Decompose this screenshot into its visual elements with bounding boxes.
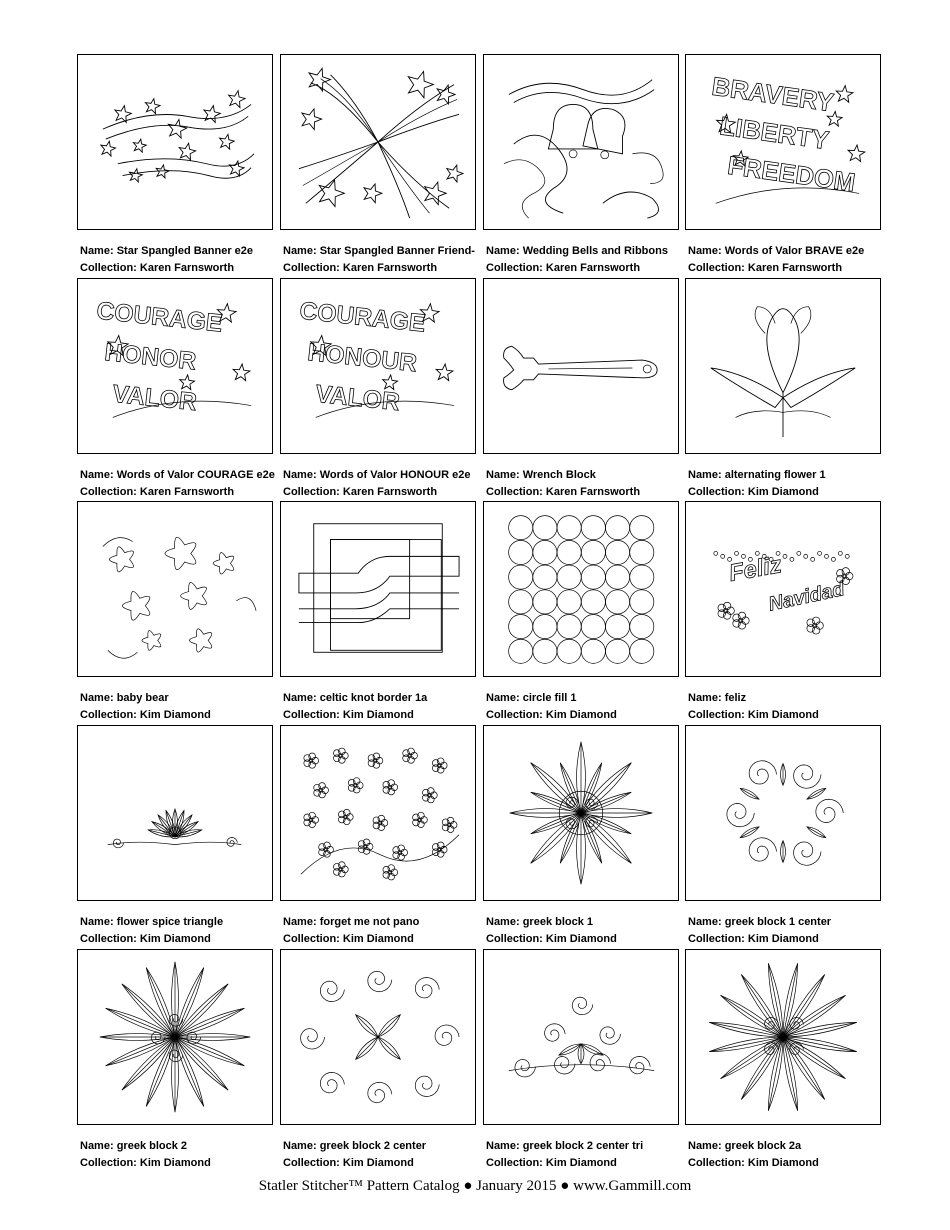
circle-grid-icon — [484, 502, 678, 676]
celtic-knot-icon — [281, 502, 475, 676]
pattern-name-line: Name: celtic knot border 1a — [283, 692, 428, 704]
pattern-name: alternating flower 1 — [724, 469, 826, 481]
pattern-name-line: Name: greek block 1 center — [688, 916, 832, 928]
flower-triangle-icon — [78, 726, 272, 900]
pattern-collection: Karen Farnsworth — [342, 262, 438, 274]
pattern-collection-line: Collection: Karen Farnsworth — [486, 486, 641, 498]
pattern-collection: Kim Diamond — [747, 709, 819, 721]
pattern-collection-line: Collection: Kim Diamond — [80, 933, 211, 945]
words-honour-icon — [281, 279, 475, 453]
pattern-name: Star Spangled Banner Friend- — [319, 245, 475, 257]
pattern-name: circle fill 1 — [522, 692, 577, 704]
pattern-collection: Kim Diamond — [545, 933, 617, 945]
wrench-icon — [484, 279, 678, 453]
pattern-tile[interactable] — [77, 725, 273, 901]
pattern-collection: Karen Farnsworth — [747, 262, 843, 274]
pattern-caption — [486, 1138, 686, 1172]
pattern-collection: Kim Diamond — [139, 709, 211, 721]
greek-leaf-block-icon — [78, 950, 272, 1124]
pattern-collection: Kim Diamond — [342, 933, 414, 945]
pattern-caption — [283, 467, 483, 501]
pattern-name-line: Name: forget me not pano — [283, 916, 420, 928]
svg-text:COURAGE: COURAGE — [298, 297, 427, 338]
pattern-name: Words of Valor COURAGE e2e — [116, 469, 275, 481]
pattern-collection: Karen Farnsworth — [139, 262, 235, 274]
pattern-collection-line: Collection: Kim Diamond — [486, 709, 617, 721]
pattern-name-line: Name: feliz — [688, 692, 747, 704]
pattern-collection: Karen Farnsworth — [342, 486, 438, 498]
pattern-name: flower spice triangle — [116, 916, 224, 928]
pattern-name-line: Name: greek block 2 — [80, 1140, 188, 1152]
pattern-tile[interactable] — [483, 54, 679, 230]
pattern-collection-line: Collection: Kim Diamond — [688, 486, 819, 498]
pattern-caption — [688, 1138, 888, 1172]
pattern-collection-line: Collection: Kim Diamond — [486, 1157, 617, 1169]
pattern-name-line: Name: greek block 2a — [688, 1140, 802, 1152]
pattern-collection-line: Collection: Kim Diamond — [283, 709, 414, 721]
svg-text:Feliz: Feliz — [727, 552, 784, 587]
pattern-name: Words of Valor BRAVE e2e — [724, 245, 865, 257]
greek-scroll-ring-icon — [686, 726, 880, 900]
pattern-name: baby bear — [116, 692, 169, 704]
svg-text:BRAVERY: BRAVERY — [709, 72, 836, 118]
words-brave-icon — [686, 55, 880, 229]
pattern-tile[interactable] — [483, 949, 679, 1125]
pattern-name: greek block 1 — [522, 916, 594, 928]
pattern-caption — [486, 243, 686, 277]
pattern-collection-line: Collection: Kim Diamond — [283, 1157, 414, 1169]
pattern-collection: Kim Diamond — [342, 1157, 414, 1169]
pattern-tile[interactable] — [280, 949, 476, 1125]
pattern-collection-line: Collection: Karen Farnsworth — [80, 262, 235, 274]
catalog-footer: Statler Stitcher™ Pattern Catalog ● January 2015 ● www.Gammill.com — [258, 1178, 692, 1194]
pattern-collection: Kim Diamond — [747, 933, 819, 945]
forget-me-not-icon — [281, 726, 475, 900]
pattern-name-line: Name: baby bear — [80, 692, 169, 704]
pattern-collection: Kim Diamond — [747, 486, 819, 498]
pattern-tile[interactable] — [483, 278, 679, 454]
baby-bear-icon — [78, 502, 272, 676]
pattern-name: greek block 2 — [116, 1140, 188, 1152]
pattern-name-line: Name: flower spice triangle — [80, 916, 224, 928]
pattern-name-line: Name: circle fill 1 — [486, 692, 577, 704]
pattern-name-line: Name: Words of Valor HONOUR e2e — [283, 469, 471, 481]
pattern-caption — [283, 690, 483, 724]
pattern-name: greek block 1 center — [724, 916, 832, 928]
pattern-caption — [80, 914, 280, 948]
pattern-name-line: Name: Wrench Block — [486, 469, 596, 481]
pattern-name: greek block 2 center — [319, 1140, 427, 1152]
pattern-caption — [80, 243, 280, 277]
pattern-name-line: Name: greek block 2 center tri — [486, 1140, 644, 1152]
pattern-collection-line: Collection: Karen Farnsworth — [688, 262, 843, 274]
pattern-name-line: Name: Words of Valor BRAVE e2e — [688, 245, 865, 257]
pattern-caption — [80, 690, 280, 724]
pattern-tile[interactable] — [280, 725, 476, 901]
svg-text:HONOR: HONOR — [103, 339, 198, 376]
star-pinwheel-icon — [281, 55, 475, 229]
pattern-collection-line: Collection: Karen Farnsworth — [283, 486, 438, 498]
pattern-tile[interactable] — [483, 501, 679, 677]
pattern-tile[interactable] — [685, 949, 881, 1125]
pattern-collection: Kim Diamond — [342, 709, 414, 721]
pattern-collection-line: Collection: Karen Farnsworth — [80, 486, 235, 498]
pattern-caption — [80, 1138, 280, 1172]
pattern-tile[interactable] — [280, 278, 476, 454]
pattern-collection-line: Collection: Kim Diamond — [80, 1157, 211, 1169]
pattern-name: greek block 2 center tri — [522, 1140, 644, 1152]
pattern-tile[interactable] — [77, 54, 273, 230]
feliz-icon — [686, 502, 880, 676]
pattern-name: Words of Valor HONOUR e2e — [319, 469, 471, 481]
pattern-caption — [688, 243, 888, 277]
pattern-name: Star Spangled Banner e2e — [116, 245, 254, 257]
pattern-caption — [283, 914, 483, 948]
svg-text:FREEDOM: FREEDOM — [725, 151, 857, 198]
greek-scroll-square-icon — [281, 950, 475, 1124]
pattern-name: celtic knot border 1a — [319, 692, 428, 704]
pattern-collection: Karen Farnsworth — [545, 262, 641, 274]
pattern-collection-line: Collection: Kim Diamond — [688, 1157, 819, 1169]
svg-text:VALOR: VALOR — [314, 380, 402, 417]
pattern-tile[interactable] — [280, 54, 476, 230]
pattern-collection-line: Collection: Kim Diamond — [486, 933, 617, 945]
pattern-name: Wrench Block — [522, 469, 596, 481]
pattern-tile[interactable] — [483, 725, 679, 901]
pattern-caption — [688, 914, 888, 948]
pattern-name: forget me not pano — [319, 916, 420, 928]
svg-text:HONOUR: HONOUR — [306, 339, 419, 378]
pattern-tile[interactable] — [280, 501, 476, 677]
pattern-collection: Karen Farnsworth — [139, 486, 235, 498]
pattern-name-line: Name: Words of Valor COURAGE e2e — [80, 469, 275, 481]
pattern-name: greek block 2a — [724, 1140, 802, 1152]
pattern-caption — [486, 690, 686, 724]
pattern-name-line: Name: Wedding Bells and Ribbons — [486, 245, 668, 257]
pattern-caption — [80, 467, 280, 501]
pattern-caption — [486, 467, 686, 501]
pattern-tile[interactable] — [77, 278, 273, 454]
pattern-caption — [688, 467, 888, 501]
wedding-bells-icon — [484, 55, 678, 229]
pattern-tile[interactable] — [77, 949, 273, 1125]
pattern-name-line: Name: greek block 1 — [486, 916, 594, 928]
pattern-collection: Kim Diamond — [139, 933, 211, 945]
greek-scroll-tri-icon — [484, 950, 678, 1124]
pattern-caption — [486, 914, 686, 948]
pattern-collection-line: Collection: Karen Farnsworth — [283, 262, 438, 274]
pattern-collection-line: Collection: Karen Farnsworth — [486, 262, 641, 274]
pattern-tile[interactable] — [685, 54, 881, 230]
pattern-name-line: Name: greek block 2 center — [283, 1140, 427, 1152]
pattern-name: feliz — [724, 692, 747, 704]
pattern-caption — [283, 243, 483, 277]
pattern-tile[interactable] — [685, 725, 881, 901]
pattern-collection-line: Collection: Kim Diamond — [688, 933, 819, 945]
pattern-collection: Kim Diamond — [747, 1157, 819, 1169]
pattern-collection-line: Collection: Kim Diamond — [283, 933, 414, 945]
pattern-tile[interactable] — [685, 501, 881, 677]
pattern-collection-line: Collection: Kim Diamond — [688, 709, 819, 721]
pattern-name: Wedding Bells and Ribbons — [522, 245, 668, 257]
pattern-collection: Kim Diamond — [545, 1157, 617, 1169]
pattern-name-line: Name: alternating flower 1 — [688, 469, 826, 481]
pattern-caption — [283, 1138, 483, 1172]
svg-text:Navidad: Navidad — [766, 578, 847, 616]
star-banner-icon — [78, 55, 272, 229]
svg-text:VALOR: VALOR — [111, 380, 199, 417]
greek-star-icon — [484, 726, 678, 900]
pattern-collection: Kim Diamond — [139, 1157, 211, 1169]
pattern-tile[interactable] — [77, 501, 273, 677]
greek-leaf-block-alt-icon — [686, 950, 880, 1124]
pattern-collection: Kim Diamond — [545, 709, 617, 721]
pattern-tile[interactable] — [685, 278, 881, 454]
svg-text:COURAGE: COURAGE — [95, 297, 224, 338]
pattern-collection: Karen Farnsworth — [545, 486, 641, 498]
svg-text:LIBERTY: LIBERTY — [717, 112, 831, 156]
pattern-caption — [688, 690, 888, 724]
pattern-collection-line: Collection: Kim Diamond — [80, 709, 211, 721]
pattern-name-line: Name: Star Spangled Banner e2e — [80, 245, 254, 257]
pattern-name-line: Name: Star Spangled Banner Friend- — [283, 245, 475, 257]
flower-icon — [686, 279, 880, 453]
words-courage-icon — [78, 279, 272, 453]
